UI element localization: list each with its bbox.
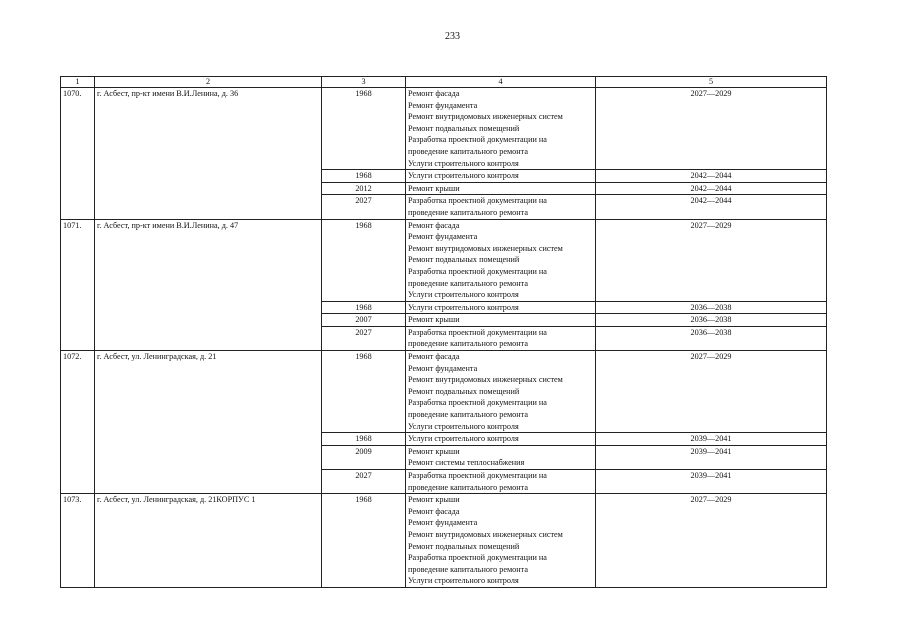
work-item: Разработка проектной документации на	[408, 196, 547, 206]
work-item: проведение капитального ремонта	[408, 207, 528, 217]
work-item: Ремонт фасада	[408, 220, 460, 230]
work-item: проведение капитального ремонта	[408, 564, 528, 574]
work-item: Ремонт крыши	[408, 183, 460, 193]
works-cell	[406, 494, 596, 588]
year-cell: 2027	[322, 195, 406, 219]
works-cell	[406, 445, 596, 469]
work-item: Ремонт фасада	[408, 506, 460, 516]
year-cell: 1968	[322, 433, 406, 446]
work-item: Услуги строительного контроля	[408, 434, 519, 444]
column-header: 3	[322, 77, 406, 88]
works-cell	[406, 182, 596, 195]
period-cell: 2039—2041	[596, 445, 827, 469]
capital-repair-table	[60, 76, 827, 588]
entry-number: 1071.	[61, 219, 95, 351]
work-item: проведение капитального ремонта	[408, 339, 528, 349]
work-item: Ремонт фасада	[408, 89, 460, 98]
works-cell	[406, 351, 596, 433]
period-cell: 2027—2029	[596, 219, 827, 301]
column-header: 4	[406, 77, 596, 88]
period-cell: 2027—2029	[596, 351, 827, 433]
work-item: Ремонт фундамента	[408, 232, 478, 242]
work-item: Услуги строительного контроля	[408, 171, 519, 181]
work-item: Ремонт крыши	[408, 446, 460, 456]
year-cell: 1968	[322, 494, 406, 588]
work-item: Ремонт внутридомовых инженерных систем	[408, 112, 563, 122]
work-item: Ремонт внутридомовых инженерных систем	[408, 243, 563, 253]
work-item: Ремонт подвальных помещений	[408, 255, 520, 265]
work-item: Ремонт фундамента	[408, 363, 478, 373]
work-item: Ремонт системы теплоснабжения	[408, 458, 525, 468]
works-cell	[406, 219, 596, 301]
entry-number: 1073.	[61, 494, 95, 588]
period-cell: 2042—2044	[596, 195, 827, 219]
works-cell	[406, 170, 596, 183]
entry-number: 1070.	[61, 88, 95, 220]
works-cell	[406, 195, 596, 219]
period-cell: 2036—2038	[596, 326, 827, 350]
period-cell: 2039—2041	[596, 470, 827, 494]
works-cell	[406, 470, 596, 494]
period-cell: 2036—2038	[596, 301, 827, 314]
works-cell	[406, 433, 596, 446]
year-cell: 2027	[322, 470, 406, 494]
work-item: Ремонт подвальных помещений	[408, 541, 520, 551]
year-cell: 2009	[322, 445, 406, 469]
works-cell	[406, 88, 596, 170]
work-item: Услуги строительного контроля	[408, 290, 519, 300]
work-item: Ремонт фундамента	[408, 518, 478, 528]
work-item: Разработка проектной документации на	[408, 553, 547, 563]
works-cell	[406, 301, 596, 314]
building-address: г. Асбест, пр-кт имени В.И.Ленина, д. 36	[95, 88, 322, 220]
year-cell: 2012	[322, 182, 406, 195]
period-cell: 2036—2038	[596, 314, 827, 327]
year-cell: 2007	[322, 314, 406, 327]
work-item: Ремонт фасада	[408, 352, 460, 362]
column-number-row	[61, 77, 827, 88]
year-cell: 1968	[322, 88, 406, 170]
year-cell: 1968	[322, 301, 406, 314]
work-item: проведение капитального ремонта	[408, 278, 528, 288]
building-address: г. Асбест, ул. Ленинградская, д. 21КОРПУС 1	[95, 494, 322, 588]
table-row	[61, 494, 827, 588]
table-row	[61, 219, 827, 301]
building-address: г. Асбест, ул. Ленинградская, д. 21	[95, 351, 322, 494]
year-cell: 1968	[322, 219, 406, 301]
work-item: проведение капитального ремонта	[408, 482, 528, 492]
table-row	[61, 88, 827, 170]
period-cell: 2027—2029	[596, 88, 827, 170]
work-item: Услуги строительного контроля	[408, 576, 519, 586]
year-cell: 1968	[322, 351, 406, 433]
table-row	[61, 351, 827, 433]
work-item: Ремонт фундамента	[408, 100, 478, 110]
work-item: Ремонт крыши	[408, 495, 460, 505]
work-item: Разработка проектной документации на	[408, 327, 547, 337]
works-cell	[406, 314, 596, 327]
period-cell: 2042—2044	[596, 182, 827, 195]
page-number: 233	[445, 31, 460, 42]
year-cell: 1968	[322, 170, 406, 183]
period-cell: 2039—2041	[596, 433, 827, 446]
column-header: 2	[95, 77, 322, 88]
work-item: проведение капитального ремонта	[408, 410, 528, 420]
work-item: Услуги строительного контроля	[408, 421, 519, 431]
work-item: Ремонт крыши	[408, 315, 460, 325]
works-cell	[406, 326, 596, 350]
work-item: Ремонт подвальных помещений	[408, 123, 520, 133]
work-item: Услуги строительного контроля	[408, 158, 519, 168]
building-address: г. Асбест, пр-кт имени В.И.Ленина, д. 47	[95, 219, 322, 351]
period-cell: 2027—2029	[596, 494, 827, 588]
work-item: Ремонт внутридомовых инженерных систем	[408, 529, 563, 539]
year-cell: 2027	[322, 326, 406, 350]
column-header: 1	[61, 77, 95, 88]
work-item: проведение капитального ремонта	[408, 146, 528, 156]
period-cell: 2042—2044	[596, 170, 827, 183]
entry-number: 1072.	[61, 351, 95, 494]
work-item: Ремонт внутридомовых инженерных систем	[408, 375, 563, 385]
work-item: Ремонт подвальных помещений	[408, 386, 520, 396]
work-item: Услуги строительного контроля	[408, 302, 519, 312]
work-item: Разработка проектной документации на	[408, 398, 547, 408]
column-header: 5	[596, 77, 827, 88]
work-item: Разработка проектной документации на	[408, 135, 547, 145]
work-item: Разработка проектной документации на	[408, 471, 547, 480]
work-item: Разработка проектной документации на	[408, 266, 547, 276]
